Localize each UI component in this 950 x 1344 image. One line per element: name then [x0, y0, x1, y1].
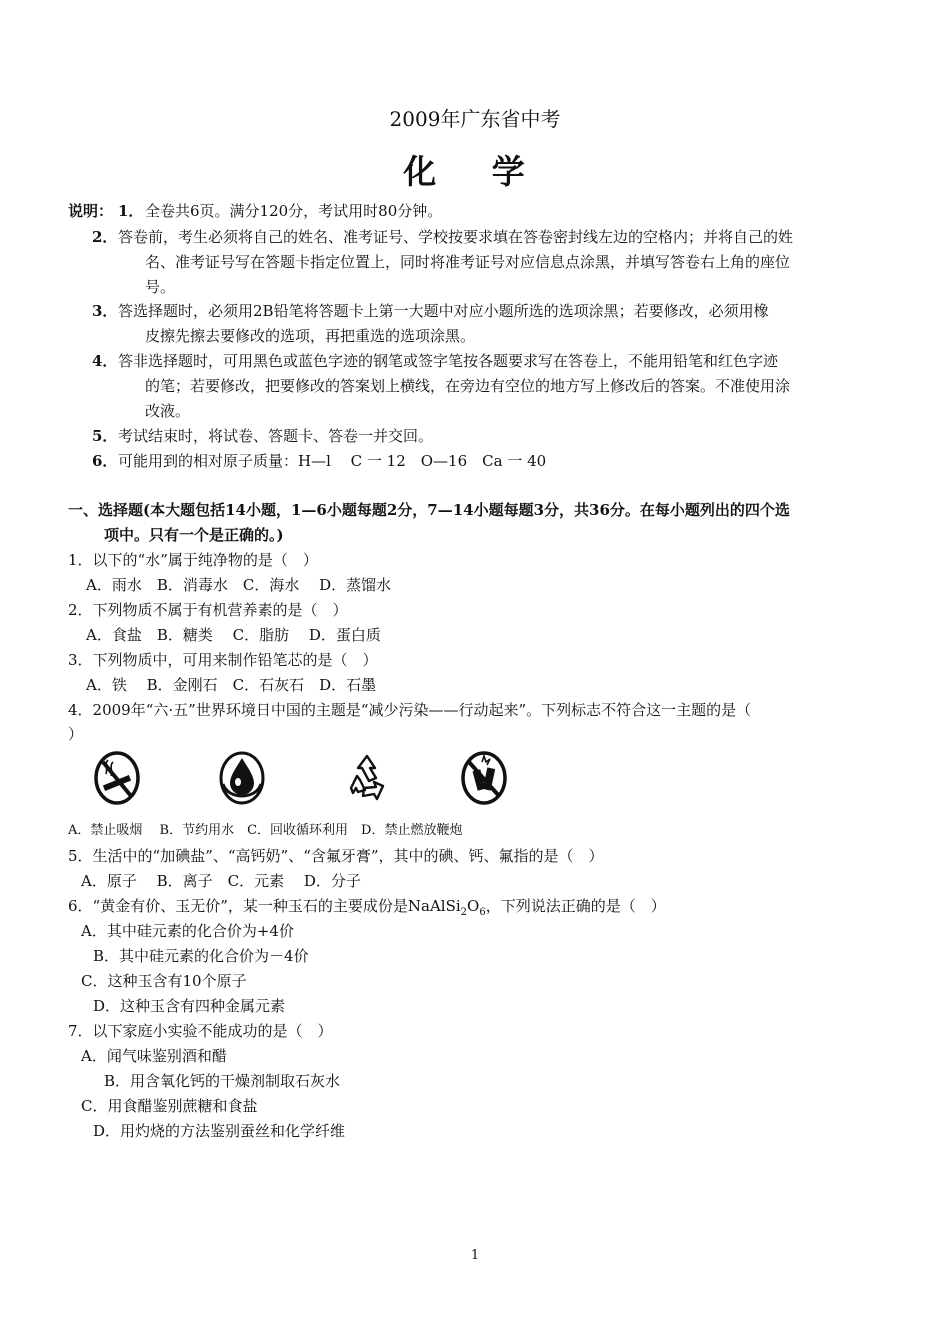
- question-4-caption: A．禁止吸烟 B．节约用水 C．回收循环利用 D．禁止燃放鞭炮: [68, 823, 463, 838]
- question-6-option-c: C．这种玉含有10个原子: [81, 972, 247, 990]
- section1-heading-line2: 项中。只有一个是正确的。): [104, 526, 284, 544]
- question-6-sub2: 6: [479, 907, 486, 918]
- question-5-options: A．原子 B．离子 C．元素 D．分子: [81, 872, 361, 890]
- question-6-stem-after: ，下列说法正确的是（ ）: [485, 897, 666, 915]
- exam-title: 化 学: [403, 152, 547, 191]
- instruction-1-text: 全卷共6页。满分120分，考试用时80分钟。: [145, 202, 443, 220]
- instruction-2-line1: 答卷前，考生必须将自己的姓名、准考证号、学校按要求填在答卷密封线左边的空格内；并将自己的姓: [118, 228, 794, 246]
- instruction-4-line3: 改液。: [145, 402, 191, 420]
- instruction-1-num: 1．: [118, 202, 144, 220]
- question-3-stem: 3．下列物质中，可用来制作铅笔芯的是（ ）: [68, 651, 378, 669]
- question-1-stem: 1．以下的“水”属于纯净物的是（ ）: [68, 551, 318, 569]
- question-7-stem: 7．以下家庭小实验不能成功的是（ ）: [68, 1022, 333, 1040]
- instruction-2-line3: 号。: [145, 278, 176, 296]
- instruction-5-num: 5．: [92, 427, 118, 445]
- question-7-option-b: B．用含氧化钙的干燥剂制取石灰水: [104, 1072, 341, 1090]
- question-6-sub1: 2: [460, 907, 468, 918]
- section1-heading-line1: 一、选择题(本大题包括14小题，1—6小题每题2分，7—14小题每题3分，共36分。在每小题列出的四个选: [68, 501, 790, 519]
- instruction-5-text: 考试结束时，将试卷、答题卡、答卷一并交回。: [118, 427, 434, 445]
- question-6-option-a: A．其中硅元素的化合价为+4价: [81, 922, 294, 940]
- question-7-option-c: C．用食醋鉴别蔗糖和食盐: [81, 1097, 258, 1115]
- question-6-stem-mid: O: [467, 897, 480, 915]
- no-smoking-icon: [93, 750, 141, 806]
- instruction-4-num: 4．: [92, 352, 118, 370]
- exam-subtitle: 2009年广东省中考: [389, 107, 561, 131]
- question-2-stem: 2．下列物质不属于有机营养素的是（ ）: [68, 601, 348, 619]
- question-6-stem-before: 6．“黄金有价、玉无价”，某一种玉石的主要成份是NaAlSi: [68, 897, 461, 915]
- question-6-option-b: B．其中硅元素的化合价为－4价: [93, 947, 309, 965]
- question-7-option-a: A．闻气味鉴别酒和醋: [81, 1047, 227, 1065]
- instruction-3-line2: 皮擦先擦去要修改的选项，再把重选的选项涂黑。: [145, 327, 476, 345]
- question-1-options: A．雨水 B．消毒水 C．海水 D．蒸馏水: [86, 576, 392, 594]
- instruction-4-line1: 答非选择题时，可用黑色或蓝色字迹的钢笔或签字笔按各题要求写在答卷上，不能用铅笔和红色字迹: [118, 352, 779, 370]
- instruction-6-num: 6．: [92, 452, 118, 470]
- question-6-option-d: D．这种玉含有四种金属元素: [93, 997, 286, 1015]
- instruction-4-line2: 的笔；若要修改，把要修改的答案划上横线，在旁边有空位的地方写上修改后的答案。不准使用涂: [145, 377, 791, 395]
- question-7-option-d: D．用灼烧的方法鉴别蚕丝和化学纤维: [93, 1122, 346, 1140]
- instruction-6-text: 可能用到的相对原子质量：H—l C 一 12 O—16 Ca 一 40: [118, 452, 547, 470]
- question-3-options: A．铁 B．金刚石 C．石灰石 D．石墨: [86, 676, 377, 694]
- recycle-icon: [343, 750, 391, 806]
- question-4-stem-line1: 4．2009年“六·五”世界环境日中国的主题是“减少污染——行动起来”。下列标志不符合这一主题的是（: [68, 701, 752, 719]
- instruction-2-line2: 名、准考证号写在答题卡指定位置上，同时将准考证号对应信息点涂黑，并填写答卷右上角的座位: [145, 253, 791, 271]
- instruction-3-line1: 答选择题时，必须用2B铅笔将答题卡上第一大题中对应小题所选的选项涂黑；若要修改，必须用橡: [118, 302, 769, 320]
- instruction-3-num: 3．: [92, 302, 118, 320]
- instructions-label: 说明：: [68, 202, 114, 220]
- question-2-options: A．食盐 B．糖类 C．脂肪 D．蛋白质: [86, 626, 381, 644]
- instruction-2-num: 2．: [92, 228, 118, 246]
- question-5-stem: 5．生活中的“加碘盐”、“高钙奶”、“含氟牙膏”，其中的碘、钙、氟指的是（ ）: [68, 847, 604, 865]
- no-firecrackers-icon: [460, 750, 508, 806]
- question-4-stem-line2: ）: [68, 725, 84, 743]
- page-number: 1: [470, 1248, 480, 1263]
- save-water-icon: [218, 750, 266, 806]
